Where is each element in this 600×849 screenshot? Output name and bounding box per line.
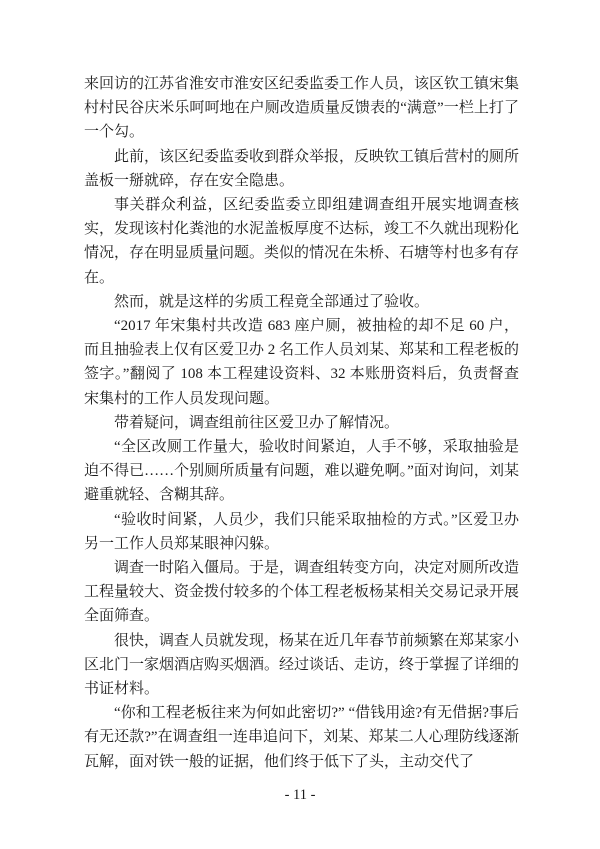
paragraph: “你和工程老板往来为何如此密切?” “借钱用途?有无借据?事后有无还款?”在调查组一连串追问下，刘某、郑某二人心理防线逐渐瓦解，面对铁一般的证据，他们终于低下了头，主动交代了 xyxy=(84,705,519,770)
paragraph: 带着疑问，调查组前往区爱卫办了解情况。 xyxy=(114,414,400,431)
document-body xyxy=(84,72,519,774)
paragraph: “全区改厕工作量大，验收时间紧迫，人手不够，采取抽验是迫不得已……个别厕所质量有问题，难以避免啊。”面对询问，刘某避重就轻、含糊其辞。 xyxy=(84,439,519,504)
paragraph: 此前，该区纪委监委收到群众举报，反映钦工镇后营村的厕所盖板一掰就碎，存在安全隐患。 xyxy=(84,148,520,189)
paragraph: “验收时间紧，人员少，我们只能采取抽检的方式。”区爱卫办另一工作人员郑某眼神闪躲。 xyxy=(84,511,519,552)
page-number: - 11 - xyxy=(284,787,316,803)
paragraph: 事关群众利益，区纪委监委立即组建调查组开展实地调查核实，发现该村化粪池的水泥盖板厚度不达标，竣工不久就出现粉化情况，存在明显质量问题。类似的情况在朱桥、石塘等村也多有存在。 xyxy=(84,197,520,286)
paragraph: 来回访的江苏省淮安市淮安区纪委监委工作人员，该区钦工镇宋集村村民谷庆米乐呵呵地在户厕改造质量反馈表的“满意”一栏上打了一个勾。 xyxy=(84,76,520,141)
paragraph: 很快，调查人员就发现，杨某在近几年春节前频繁在郑某家小区北门一家烟酒店购买烟酒。经过谈话、走访，终于掌握了详细的书证材料。 xyxy=(84,632,520,698)
paragraph: “2017 年宋集村共改造 683 座户厕，被抽检的却不足 60 户，而且抽验表上仅有区爱卫办 2 名工作人员刘某、郑某和工程老板的签字。”翻阅了 108 本工程建设资料、32 本账册资料后，负责督查宋集村的工作人员发现问题。 xyxy=(84,318,520,407)
paragraph: 调查一时陷入僵局。于是，调查组转变方向，决定对厕所改造工程量较大、资金拨付较多的个体工程老板杨某相关交易记录开展全面筛查。 xyxy=(84,560,520,625)
paragraph: 然而，就是这样的劣质工程竟全部通过了验收。 xyxy=(114,293,430,310)
